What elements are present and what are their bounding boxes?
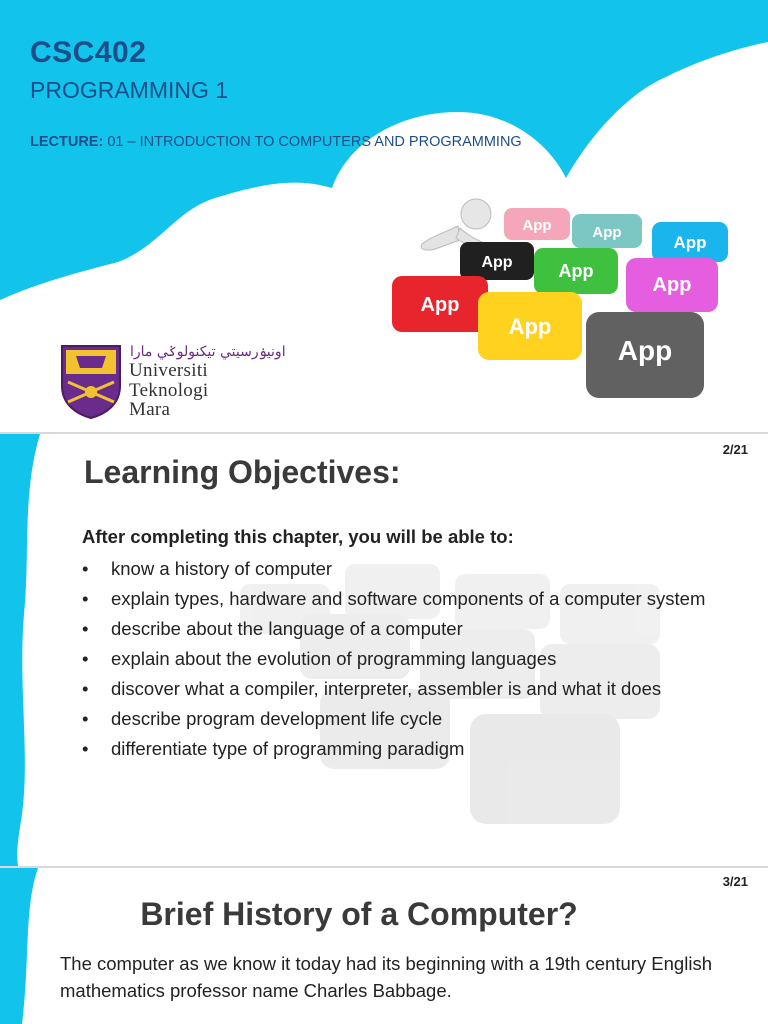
app-tile	[626, 258, 718, 312]
svg-text:App: App	[558, 261, 594, 281]
app-tile	[652, 222, 728, 262]
lecture-text: 01 – INTRODUCTION TO COMPUTERS AND PROGRAMMING	[107, 134, 522, 150]
lecture-label: LECTURE:	[30, 134, 104, 150]
app-tile	[586, 312, 704, 398]
app-tiles-illustration	[388, 192, 748, 402]
svg-text:App: App	[673, 233, 707, 252]
app-tile	[460, 242, 534, 280]
svg-text:App: App	[508, 314, 552, 339]
svg-text:App: App	[420, 294, 460, 316]
history-paragraph: The computer as we know it today had its beginning with a 19th century English mathematics professor name Charles Babbage.	[60, 953, 712, 1001]
history-slide	[0, 868, 768, 1024]
list-item: • know a history of computer	[82, 558, 333, 579]
page-number: 2/21	[722, 442, 748, 457]
svg-text:App: App	[481, 254, 513, 271]
app-tile	[572, 214, 642, 248]
list-item: • discover what a compiler, interpreter, assembler is and what it does	[82, 678, 662, 699]
page-number: 3/21	[722, 874, 748, 889]
list-item: • describe about the language of a computer	[82, 618, 463, 639]
course-code: CSC402	[30, 36, 147, 69]
university-name-jawi: اونيۏرسيتي تيكنولوݢي مارا	[130, 344, 286, 360]
objectives-intro: After completing this chapter, you will be able to:	[82, 526, 514, 547]
university-name-line3: Mara	[129, 399, 171, 420]
app-tile	[478, 292, 582, 360]
app-tile	[392, 276, 488, 332]
university-name-line2: Teknologi	[129, 380, 209, 401]
svg-text:App: App	[617, 335, 673, 366]
list-item: • differentiate type of programming paradigm	[82, 738, 465, 759]
svg-text:App: App	[522, 217, 552, 234]
title-slide	[0, 0, 768, 432]
app-tile	[504, 208, 570, 240]
svg-text:App: App	[652, 274, 692, 296]
list-item: • explain types, hardware and software components of a computer system	[82, 588, 706, 609]
list-item: • explain about the evolution of programming languages	[82, 648, 557, 669]
objectives-list	[82, 556, 732, 766]
university-crest-icon	[58, 342, 124, 420]
lecture-line	[30, 134, 522, 150]
objectives-slide	[0, 434, 768, 866]
slide-title: Brief History of a Computer?	[140, 896, 578, 932]
svg-text:App: App	[592, 224, 622, 241]
slide-title: Learning Objectives:	[84, 454, 401, 490]
app-tile	[534, 248, 618, 294]
university-name-line1: Universiti	[129, 360, 208, 381]
list-item: • describe program development life cycle	[82, 708, 443, 729]
course-name: PROGRAMMING 1	[30, 77, 229, 103]
